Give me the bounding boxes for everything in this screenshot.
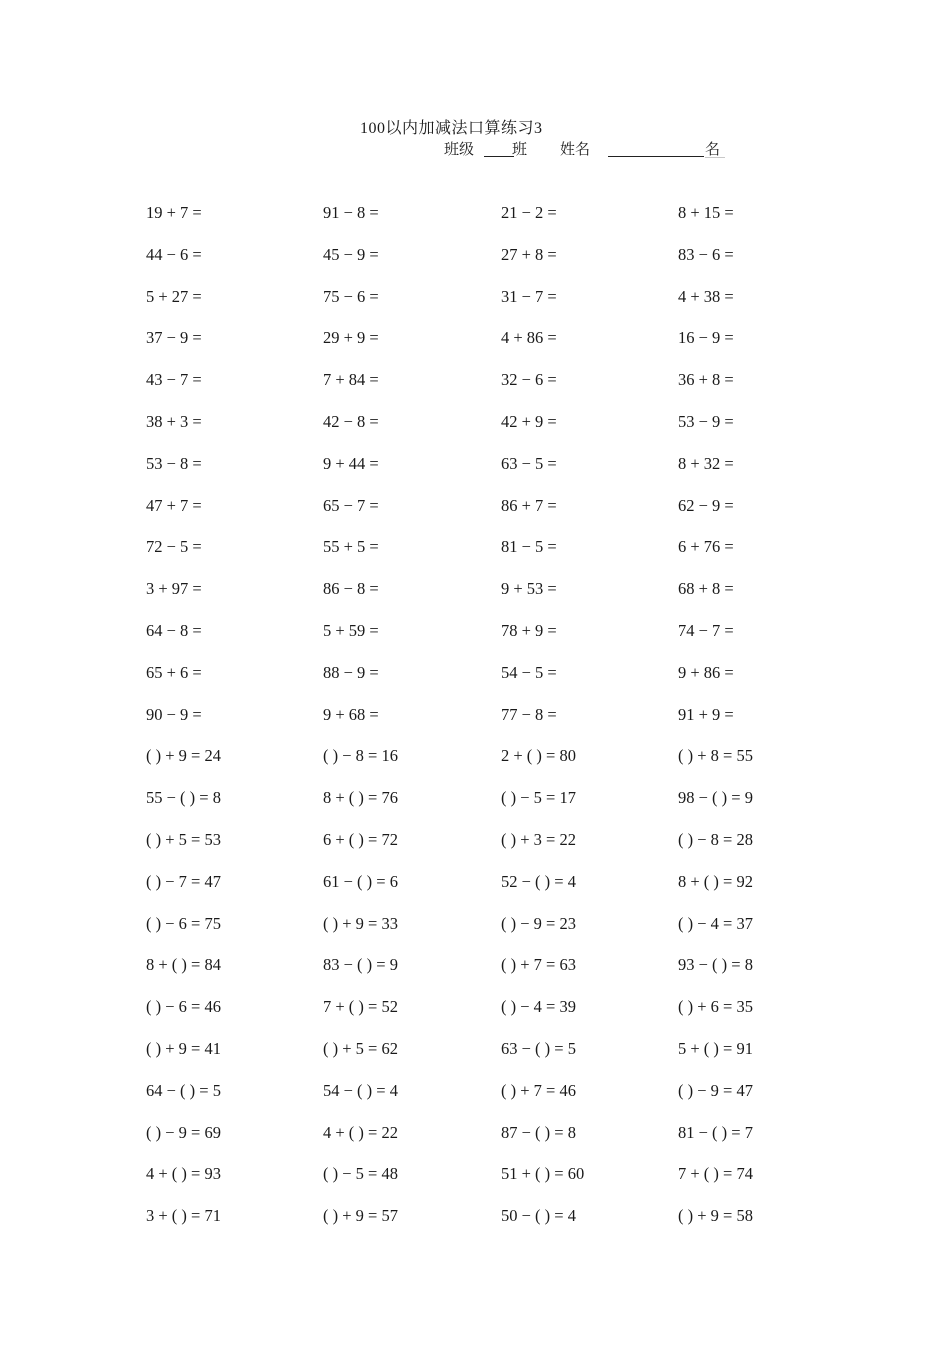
problem-grid — [146, 202, 855, 1247]
math-problem: 55 + 5 = — [323, 537, 379, 557]
math-problem: 91 − 8 = — [323, 203, 379, 222]
math-problem: ( ) − 6 = 46 — [146, 997, 221, 1017]
worksheet-title: 100以内加减法口算练习3 — [360, 120, 543, 137]
math-problem: 61 − ( ) = 6 — [323, 871, 398, 891]
math-problem: 6 + 76 = — [678, 537, 734, 557]
math-problem: 8 + 32 = — [678, 453, 734, 473]
math-problem: 91 + 9 = — [678, 704, 734, 724]
math-problem: ( ) + 5 = 62 — [323, 1038, 398, 1058]
math-problem: 64 − 8 = — [146, 620, 202, 640]
math-problem: 44 − 6 = — [146, 244, 202, 264]
math-problem: 37 − 9 = — [146, 328, 202, 348]
math-problem: 8 + ( ) = 84 — [146, 955, 221, 975]
math-problem: ( ) − 6 = 75 — [146, 913, 221, 933]
faint-underline — [705, 157, 725, 158]
math-problem: 53 − 8 = — [146, 453, 202, 473]
math-problem: 86 − 8 = — [323, 579, 379, 599]
math-problem: 32 − 6 = — [501, 370, 557, 390]
math-problem: 4 + ( ) = 93 — [146, 1164, 221, 1184]
math-problem: 8 + 15 = — [678, 203, 734, 222]
math-problem: 50 − ( ) = 4 — [501, 1206, 576, 1226]
math-problem: 90 − 9 = — [146, 704, 202, 724]
math-problem: 5 + 59 = — [323, 620, 379, 640]
math-problem: ( ) + 9 = 24 — [146, 746, 221, 766]
math-problem: 4 + 38 = — [678, 286, 734, 306]
math-problem: ( ) − 4 = 39 — [501, 997, 576, 1017]
math-problem: 54 − ( ) = 4 — [323, 1080, 398, 1100]
math-problem: 6 + ( ) = 72 — [323, 829, 398, 849]
math-problem: 8 + ( ) = 76 — [323, 788, 398, 808]
math-problem: 29 + 9 = — [323, 328, 379, 348]
math-problem: 65 + 6 = — [146, 662, 202, 682]
math-problem: 54 − 5 = — [501, 662, 557, 682]
math-problem: 5 + ( ) = 91 — [678, 1038, 753, 1058]
math-problem: ( ) + 9 = 41 — [146, 1038, 221, 1058]
name-label: 姓名 — [560, 142, 591, 158]
math-problem: 8 + ( ) = 92 — [678, 871, 753, 891]
math-problem: 74 − 7 = — [678, 620, 734, 640]
math-problem: 93 − ( ) = 8 — [678, 955, 753, 975]
math-problem: 78 + 9 = — [501, 620, 557, 640]
math-problem: ( ) − 8 = 16 — [323, 746, 398, 766]
math-problem: 68 + 8 = — [678, 579, 734, 599]
math-problem: 63 − ( ) = 5 — [501, 1038, 576, 1058]
math-problem: 9 + 68 = — [323, 704, 379, 724]
math-problem: 51 + ( ) = 60 — [501, 1164, 585, 1184]
math-problem: 65 − 7 = — [323, 495, 379, 515]
math-problem: 62 − 9 = — [678, 495, 734, 515]
math-problem: ( ) − 8 = 28 — [678, 829, 753, 849]
math-problem: 72 − 5 = — [146, 537, 202, 557]
math-problem: 9 + 86 = — [678, 662, 734, 682]
math-problem: 63 − 5 = — [501, 453, 557, 473]
class-blank-line — [484, 156, 514, 157]
math-problem: 81 − ( ) = 7 — [678, 1122, 753, 1142]
name-suffix: 名 — [705, 142, 721, 158]
math-problem: 45 − 9 = — [323, 244, 379, 264]
math-problem: 27 + 8 = — [501, 244, 557, 264]
math-problem: 83 − ( ) = 9 — [323, 955, 398, 975]
math-problem: ( ) − 4 = 37 — [678, 913, 753, 933]
math-problem: 42 + 9 = — [501, 411, 557, 431]
math-problem: 19 + 7 = — [146, 203, 202, 222]
math-problem: 9 + 44 = — [323, 453, 379, 473]
math-problem: 21 − 2 = — [501, 203, 557, 222]
math-problem: 16 − 9 = — [678, 328, 734, 348]
math-problem: 53 − 9 = — [678, 411, 734, 431]
math-problem: ( ) − 7 = 47 — [146, 871, 221, 891]
math-problem: ( ) + 3 = 22 — [501, 829, 576, 849]
math-problem: 4 + ( ) = 22 — [323, 1122, 398, 1142]
math-problem: 31 − 7 = — [501, 286, 557, 306]
class-label: 班级 — [444, 142, 475, 158]
math-problem: 36 + 8 = — [678, 370, 734, 390]
math-problem: 3 + ( ) = 71 — [146, 1206, 221, 1226]
math-problem: 52 − ( ) = 4 — [501, 871, 576, 891]
math-problem: 38 + 3 = — [146, 411, 202, 431]
math-problem: 83 − 6 = — [678, 244, 734, 264]
math-problem: 55 − ( ) = 8 — [146, 788, 221, 808]
math-problem: 9 + 53 = — [501, 579, 557, 599]
math-problem: 87 − ( ) = 8 — [501, 1122, 576, 1142]
math-problem: 2 + ( ) = 80 — [501, 746, 576, 766]
math-problem: 43 − 7 = — [146, 370, 202, 390]
math-problem: 5 + 27 = — [146, 286, 202, 306]
math-problem: 42 − 8 = — [323, 411, 379, 431]
math-problem: ( ) + 9 = 58 — [678, 1206, 753, 1226]
math-problem: 86 + 7 = — [501, 495, 557, 515]
math-problem: 64 − ( ) = 5 — [146, 1080, 221, 1100]
math-problem: 88 − 9 = — [323, 662, 379, 682]
math-problem: ( ) + 5 = 53 — [146, 829, 221, 849]
math-problem: 3 + 97 = — [146, 579, 202, 599]
math-problem: 77 − 8 = — [501, 704, 557, 724]
math-problem: 4 + 86 = — [501, 328, 557, 348]
math-problem: ( ) − 9 = 47 — [678, 1080, 753, 1100]
math-problem: ( ) + 8 = 55 — [678, 746, 753, 766]
math-problem: 98 − ( ) = 9 — [678, 788, 753, 808]
math-problem: 7 + ( ) = 52 — [323, 997, 398, 1017]
math-problem: 7 + 84 = — [323, 370, 379, 390]
math-problem: ( ) − 5 = 48 — [323, 1164, 398, 1184]
class-suffix: 班 — [512, 142, 528, 158]
math-problem: 81 − 5 = — [501, 537, 557, 557]
math-problem: ( ) + 6 = 35 — [678, 997, 753, 1017]
math-problem: 47 + 7 = — [146, 495, 202, 515]
math-problem: ( ) − 5 = 17 — [501, 788, 576, 808]
math-problem: 7 + ( ) = 74 — [678, 1164, 753, 1184]
math-problem: ( ) − 9 = 69 — [146, 1122, 221, 1142]
math-problem: ( ) + 7 = 63 — [501, 955, 576, 975]
math-problem: ( ) + 7 = 46 — [501, 1080, 576, 1100]
math-problem: ( ) + 9 = 33 — [323, 913, 398, 933]
name-blank-line — [608, 156, 704, 157]
math-problem: 75 − 6 = — [323, 286, 379, 306]
math-problem: ( ) + 9 = 57 — [323, 1206, 398, 1226]
math-problem: ( ) − 9 = 23 — [501, 913, 576, 933]
